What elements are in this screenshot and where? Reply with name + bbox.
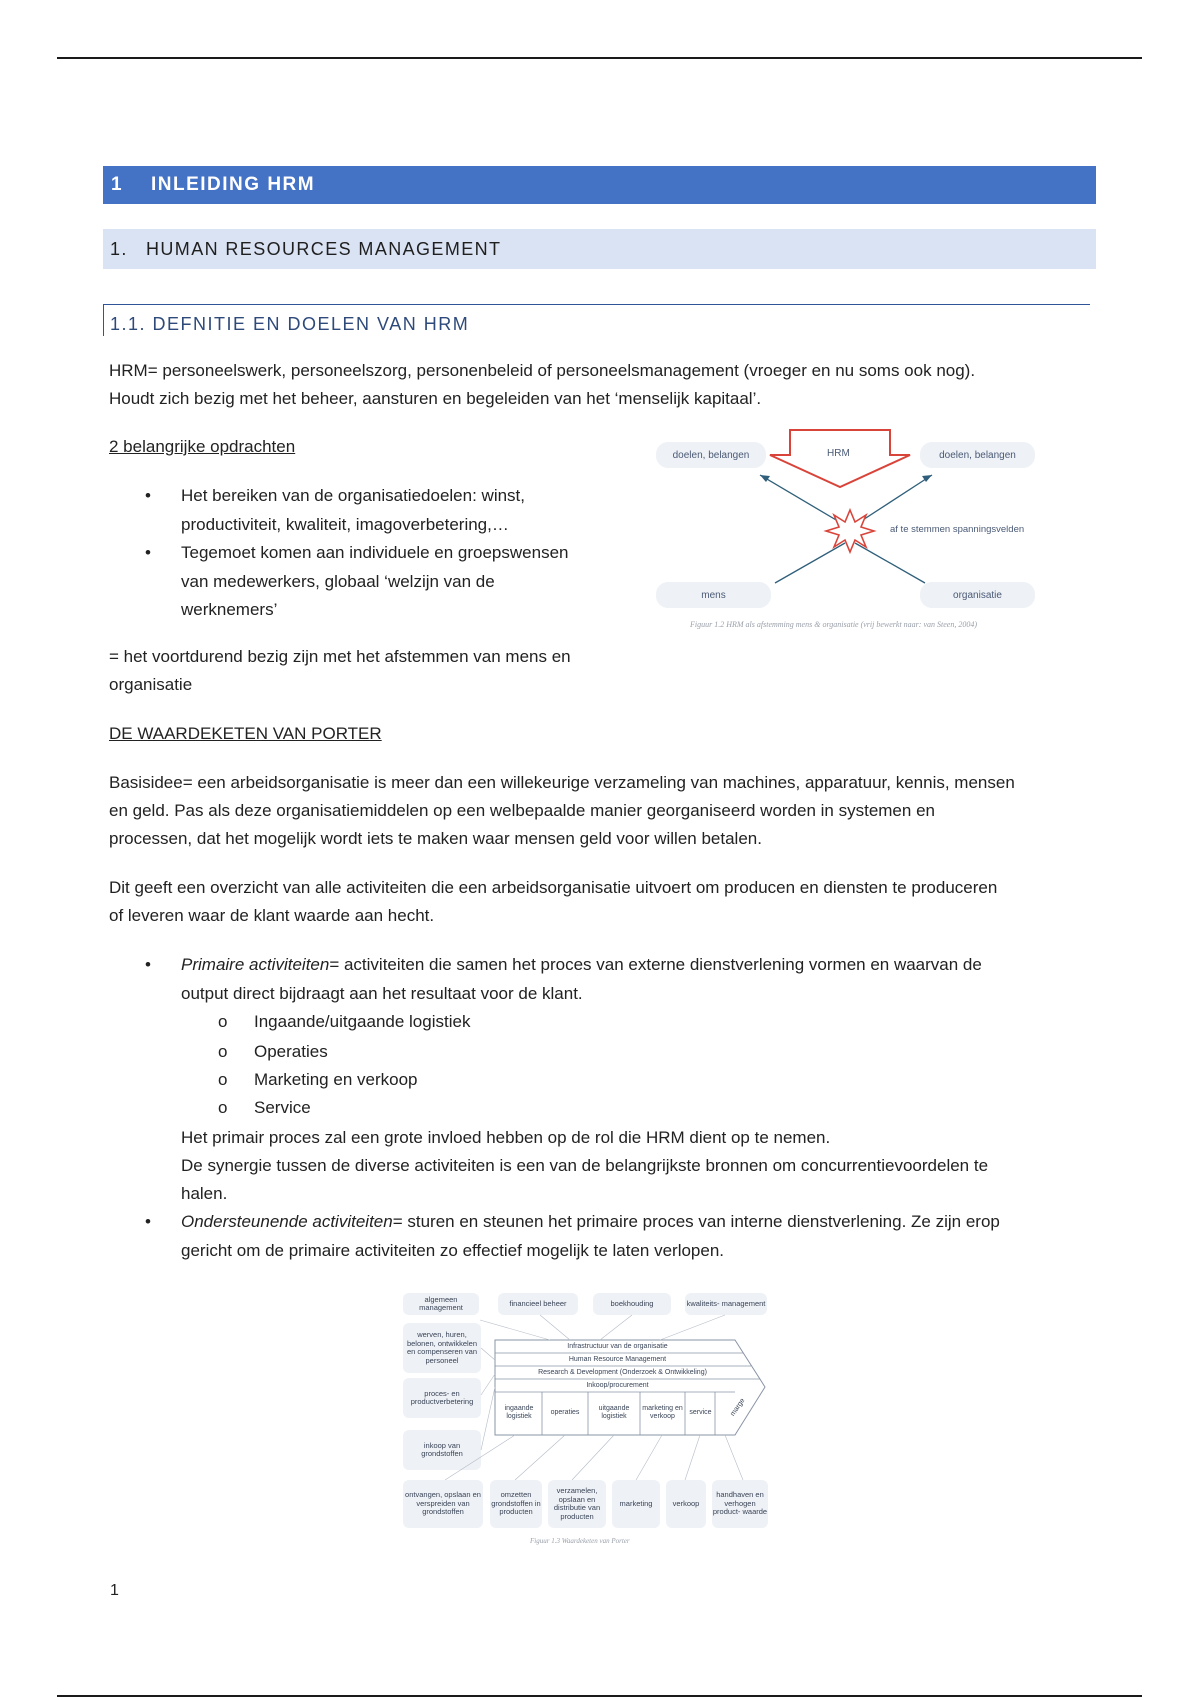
- value-chain-figure: [400, 1290, 780, 1550]
- support-row-1: Infrastructuur van de organisatie: [567, 1343, 668, 1350]
- top-box-2: financieel beheer: [498, 1293, 578, 1315]
- primair-item-3: [218, 1066, 418, 1095]
- top-box-3: boekhouding: [593, 1293, 671, 1315]
- bottom-box-3: verzamelen, opslaan en distributie van producten: [548, 1480, 606, 1528]
- sub-bullet: o: [218, 1070, 228, 1089]
- ondersteunend-definition-2: gericht om de primaire activiteiten zo effectief mogelijk te laten verlopen.: [181, 1240, 725, 1260]
- pill-bottom-right: organisatie: [920, 582, 1035, 608]
- primair-item-4-text: Service: [254, 1098, 311, 1117]
- connector-line: [480, 1320, 550, 1340]
- bullet-2: [145, 539, 569, 625]
- primair-item-1: [218, 1008, 471, 1037]
- primair-item-2: [218, 1038, 328, 1067]
- primair-item-4: [218, 1094, 311, 1123]
- primair-note-3: halen.: [181, 1184, 228, 1203]
- heading-3: [103, 304, 1090, 336]
- primair-item-1-text: Ingaande/uitgaande logistiek: [254, 1012, 471, 1031]
- intro-line-2: Houdt zich bezig met het beheer, aansturen en begeleiden van het ‘menselijk kapitaal’.: [109, 389, 762, 408]
- connector-line: [481, 1348, 495, 1360]
- connector-line: [636, 1435, 662, 1480]
- heading-2-number: 1.: [110, 238, 128, 259]
- heading-3-title: 1.1. DEFNITIE EN DOELEN VAN HRM: [110, 314, 470, 334]
- porter-para2-line-1: Dit geeft een overzicht van alle activiteiten die een arbeidsorganisatie uitvoert om producen en diensten te produceren: [109, 878, 998, 897]
- connector-line: [600, 1315, 632, 1340]
- support-row-2: Human Resource Management: [568, 1356, 667, 1363]
- primair-bullet: [145, 951, 982, 1008]
- primary-cell-1: ingaande logistiek: [504, 1404, 534, 1420]
- ondersteunend-bullet: [145, 1208, 1000, 1265]
- margin-label: marge: [729, 1397, 747, 1418]
- bottom-box-5: verkoop: [666, 1480, 706, 1528]
- connector-line: [445, 1435, 515, 1480]
- bullet-dot: •: [145, 1212, 151, 1231]
- primary-cell-3: uitgaande logistiek: [598, 1404, 630, 1420]
- connector-line: [515, 1435, 565, 1480]
- sub-bullet: o: [218, 1098, 228, 1117]
- sub-bullet: o: [218, 1042, 228, 1061]
- primary-cell-2: operaties: [550, 1408, 580, 1416]
- bullet-dot: •: [145, 486, 151, 505]
- connector-line: [481, 1374, 495, 1395]
- connector-line: [572, 1435, 614, 1480]
- line-bottom-left: [775, 543, 845, 583]
- arrowhead-top-left: [760, 475, 770, 482]
- page-number: 1: [110, 1582, 119, 1599]
- summary-line-1: = het voortdurend bezig zijn met het afstemmen van mens en: [109, 647, 571, 666]
- bullet-2-line-3: werknemers’: [181, 600, 278, 619]
- heading-2-title: HUMAN RESOURCES MANAGEMENT: [146, 238, 502, 259]
- page-bottom-rule: [57, 1695, 1142, 1697]
- connector-line: [481, 1387, 495, 1450]
- pill-top-left: doelen, belangen: [656, 442, 766, 468]
- left-box-1: werven, huren, belonen, ontwikkelen en compenseren van personeel: [403, 1323, 481, 1373]
- bottom-box-4: marketing: [612, 1480, 660, 1528]
- side-label: af te stemmen spanningsvelden: [890, 524, 1025, 535]
- bullet-dot: •: [145, 955, 151, 974]
- figure-1-caption: Figuur 1.2 HRM als afstemming mens & organisatie (vrij bewerkt naar: van Steen, 2004): [690, 620, 977, 629]
- connector-line: [685, 1435, 700, 1480]
- figure-2-caption: Figuur 1.3 Waardeketen van Porter: [530, 1537, 630, 1545]
- support-row-4: Inkoop/procurement: [586, 1382, 649, 1389]
- bottom-box-1: ontvangen, opslaan en verspreiden van grondstoffen: [403, 1480, 483, 1528]
- porter-title: DE WAARDEKETEN VAN PORTER: [109, 724, 382, 743]
- pill-top-right: doelen, belangen: [920, 442, 1035, 468]
- primair-term: Primaire activiteiten: [181, 955, 330, 974]
- left-box-2: proces- en productverbetering: [403, 1378, 481, 1418]
- bullet-dot: •: [145, 543, 151, 562]
- summary-line-2: organisatie: [109, 675, 193, 694]
- primair-definition: = activiteiten die samen het proces van externe dienstverlening vormen en waarvan de: [329, 955, 982, 974]
- top-box-4: kwaliteits- management: [685, 1293, 767, 1315]
- line-bottom-right: [855, 543, 925, 583]
- primary-cell-4: marketing en verkoop: [642, 1404, 683, 1420]
- left-box-3: inkoop van grondstoffen: [403, 1430, 481, 1470]
- page-top-rule: [57, 57, 1142, 59]
- support-row-3: Research & Development (Onderzoek & Ontwikkeling): [538, 1369, 707, 1376]
- hrm-label: HRM: [827, 448, 850, 459]
- top-box-1: algemeen management: [403, 1293, 479, 1315]
- bullet-2-line-2: van medewerkers, globaal ‘welzijn van de: [181, 571, 495, 591]
- bullet-2-line-1: Tegemoet komen aan individuele en groepswensen: [181, 543, 569, 562]
- pill-bottom-left: mens: [656, 582, 771, 608]
- primair-note-1: Het primair proces zal een grote invloed hebben op de rol die HRM dient op te nemen.: [181, 1128, 831, 1147]
- connector-line: [540, 1315, 570, 1340]
- primair-item-2-text: Operaties: [254, 1042, 328, 1061]
- bottom-box-2: omzetten grondstoffen in producten: [490, 1480, 542, 1528]
- primair-item-3-text: Marketing en verkoop: [254, 1070, 418, 1089]
- bottom-box-6: handhaven en verhogen product- waarde: [712, 1480, 768, 1528]
- porter-para1-line-1: Basisidee= een arbeidsorganisatie is meer dan een willekeurige verzameling van machines, apparatuur, kennis, mensen: [109, 773, 1015, 792]
- porter-para2-line-2: of leveren waar de klant waarde aan hecht.: [109, 906, 435, 925]
- opdrachten-title: 2 belangrijke opdrachten: [109, 437, 296, 456]
- primair-definition-2: output direct bijdraagt aan het resultaat voor de klant.: [181, 983, 583, 1003]
- bullet-1-line-1: Het bereiken van de organisatiedoelen: winst,: [181, 486, 525, 505]
- sub-bullet: o: [218, 1012, 228, 1031]
- primair-note-2: De synergie tussen de diverse activiteiten is een van de belangrijkste bronnen om concurrentievoordelen te: [181, 1156, 989, 1175]
- connector-line: [725, 1435, 743, 1480]
- connector-line: [660, 1315, 725, 1340]
- porter-para1-line-3: processen, dat het mogelijk wordt iets te maken waar mensen geld voor willen betalen.: [109, 829, 762, 848]
- porter-para1-line-2: en geld. Pas als deze organisatiemiddelen op een welbepaalde manier georganiseerd worden in systemen en: [109, 801, 935, 820]
- hrm-figure: [650, 425, 1050, 635]
- bullet-1-line-2: productiviteit, kwaliteit, imagoverbetering,…: [181, 514, 509, 534]
- heading-2: [103, 229, 1096, 269]
- heading-1: [103, 166, 1096, 204]
- heading-1-number: 1: [111, 174, 124, 195]
- intro-line-1: HRM= personeelswerk, personeelszorg, personenbeleid of personeelsmanagement (vroeger en nu soms ook nog).: [109, 361, 976, 380]
- heading-1-title: INLEIDING HRM: [151, 174, 316, 195]
- star-burst: [826, 510, 874, 552]
- primary-cell-5: service: [689, 1408, 712, 1416]
- bullet-1: [145, 482, 525, 539]
- ondersteunend-definition: = sturen en steunen het primaire proces van interne dienstverlening. Ze zijn erop: [392, 1212, 1000, 1231]
- ondersteunend-term: Ondersteunende activiteiten: [181, 1212, 393, 1231]
